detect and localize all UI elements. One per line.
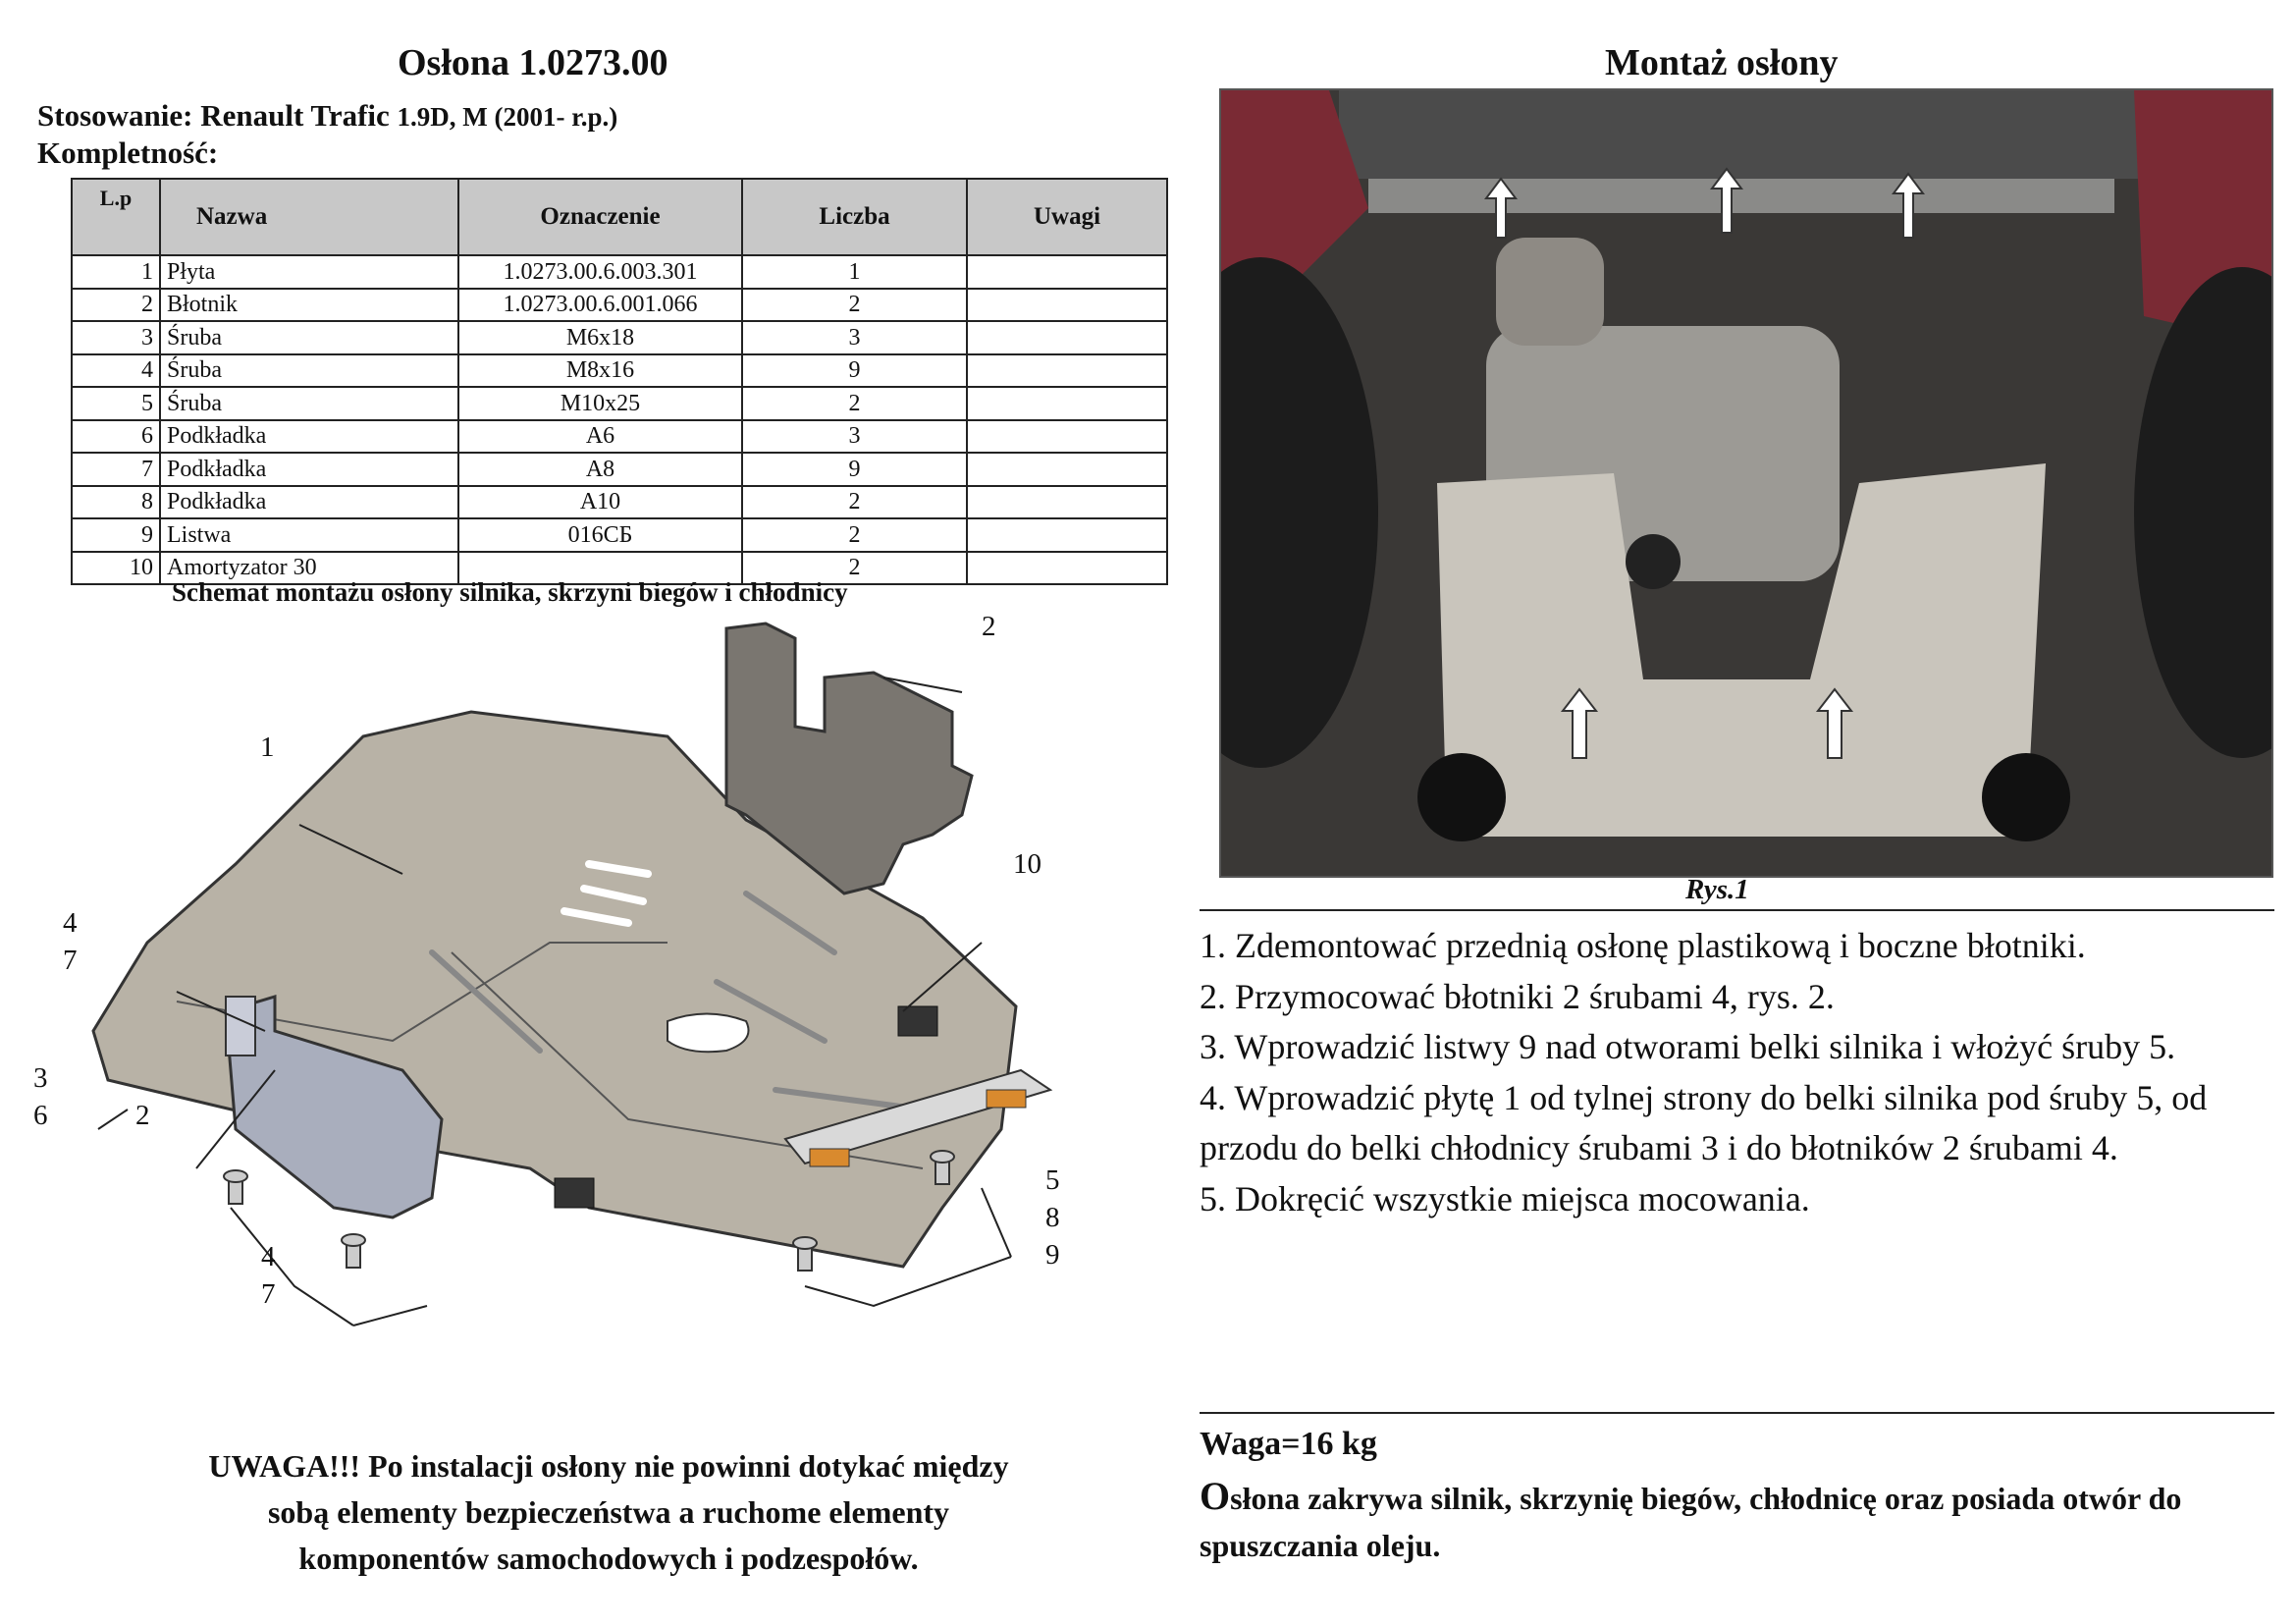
cell-name: Podkładka	[160, 453, 458, 486]
table-row	[72, 420, 1167, 454]
cell-code: 1.0273.00.6.001.066	[458, 289, 742, 322]
mount	[1626, 534, 1681, 589]
diagram-label-9: 9	[1045, 1239, 1060, 1271]
step-item: 1. Zdemontować przednią osłonę plastikową i boczne błotniki.	[1200, 926, 2086, 965]
step-item: 3. Wprowadzić listwy 9 nad otworami belki silnika i włożyć śruby 5.	[1200, 1027, 2176, 1066]
completeness-label: Kompletność:	[37, 135, 219, 170]
cell-qty: 2	[742, 552, 967, 585]
header-lp: L.p	[72, 179, 160, 255]
cell-lp: 9	[72, 518, 160, 552]
table-row	[72, 289, 1167, 322]
cell-lp: 6	[72, 420, 160, 454]
cell-lp: 10	[72, 552, 160, 585]
cell-name: Podkładka	[160, 420, 458, 454]
diagram-label-7b: 7	[261, 1278, 276, 1310]
table-row	[72, 354, 1167, 388]
description	[1200, 1473, 2279, 1569]
cell-qty: 2	[742, 486, 967, 519]
diagram-label-3: 3	[33, 1062, 48, 1094]
header-notes: Uwagi	[967, 179, 1167, 255]
cell-lp: 8	[72, 486, 160, 519]
cell-code: M6x18	[458, 321, 742, 354]
cell-lp: 4	[72, 354, 160, 388]
diagram-label-1: 1	[260, 731, 275, 763]
diagram-label-4b: 4	[261, 1241, 276, 1272]
left-title: Osłona 1.0273.00	[398, 42, 668, 83]
cell-lp: 5	[72, 387, 160, 420]
cell-qty: 2	[742, 518, 967, 552]
steps-list	[1200, 921, 2279, 1224]
bolt	[224, 1170, 247, 1204]
photo-illustration	[1221, 90, 2271, 876]
cell-lp: 1	[72, 255, 160, 289]
step-item: 4. Wprowadzić płytę 1 od tylnej strony do belki silnika pod śruby 5, od przodu do belki chłodnicy śrubami 3 i do błotników 2 śrubami 4.	[1200, 1077, 2208, 1167]
cell-qty: 2	[742, 387, 967, 420]
front-beam	[1339, 90, 2144, 179]
warning-block	[88, 1443, 1129, 1582]
cell-lp: 3	[72, 321, 160, 354]
cell-name: Śruba	[160, 321, 458, 354]
warning-line: UWAGA!!! Po instalacji osłony nie powinni dotykać między	[208, 1448, 1009, 1484]
cell-qty: 9	[742, 453, 967, 486]
cell-notes	[967, 354, 1167, 388]
diagram-label-5: 5	[1045, 1164, 1060, 1196]
installation-photo	[1219, 88, 2273, 878]
diagram-label-7a: 7	[63, 945, 78, 976]
cell-qty: 3	[742, 321, 967, 354]
diagram-label-4a: 4	[63, 907, 78, 939]
cell-name: Listwa	[160, 518, 458, 552]
cell-qty: 9	[742, 354, 967, 388]
cell-notes	[967, 255, 1167, 289]
bumper-right	[1982, 753, 2070, 841]
warning-line: sobą elementy bezpieczeństwa a ruchome elementy	[267, 1494, 950, 1530]
spacer-orange	[987, 1090, 1026, 1108]
cell-name: Błotnik	[160, 289, 458, 322]
cell-code: 1.0273.00.6.003.301	[458, 255, 742, 289]
cell-notes	[967, 518, 1167, 552]
cell-notes	[967, 453, 1167, 486]
warning-line: komponentów samochodowych i podzespołów.	[298, 1541, 919, 1576]
cell-lp: 2	[72, 289, 160, 322]
cell-notes	[967, 289, 1167, 322]
diagram-label-2-left: 2	[135, 1100, 150, 1131]
cell-code: M8x16	[458, 354, 742, 388]
bumper-left	[1417, 753, 1506, 841]
divider-top	[1200, 909, 2274, 911]
cell-code: M10x25	[458, 387, 742, 420]
step-item: 5. Dokręcić wszystkie miejsca mocowania.	[1200, 1178, 1810, 1218]
cell-notes	[967, 552, 1167, 585]
assembly-diagram	[39, 619, 1139, 1365]
step-item: 2. Przymocować błotniki 2 śrubami 4, rys. 2.	[1200, 976, 1835, 1016]
rubber-mount	[555, 1178, 594, 1208]
cell-qty: 2	[742, 289, 967, 322]
spacer-orange	[810, 1149, 849, 1166]
cell-lp: 7	[72, 453, 160, 486]
cell-code: A6	[458, 420, 742, 454]
cell-notes	[967, 321, 1167, 354]
table-row	[72, 321, 1167, 354]
right-title: Montaż osłony	[1605, 42, 1839, 83]
cell-qty: 1	[742, 255, 967, 289]
table-row	[72, 518, 1167, 552]
application-line	[37, 98, 617, 134]
cell-code: A8	[458, 453, 742, 486]
cell-qty: 3	[742, 420, 967, 454]
cell-notes	[967, 420, 1167, 454]
beam-strip	[1368, 179, 2114, 213]
figure-caption: Rys.1	[1685, 874, 1749, 905]
parts-table	[71, 178, 1168, 585]
application-suffix: 1.9D, M (2001- r.p.)	[397, 102, 618, 132]
header-code: Oznaczenie	[458, 179, 742, 255]
turbo	[1496, 238, 1604, 346]
diagram-label-6: 6	[33, 1100, 48, 1131]
bolt	[342, 1234, 365, 1268]
description-rest: słona zakrywa silnik, skrzynię biegów, chłodnicę oraz posiada otwór do spuszczania oleju.	[1200, 1481, 2182, 1563]
cell-code: 016СБ	[458, 518, 742, 552]
cell-notes	[967, 387, 1167, 420]
schematic-caption: Schemat montażu osłony silnika, skrzyni biegów i chłodnicy	[172, 577, 848, 607]
cell-code: A10	[458, 486, 742, 519]
table-row	[72, 486, 1167, 519]
cell-name: Śruba	[160, 387, 458, 420]
table-row	[72, 255, 1167, 289]
table-row	[72, 387, 1167, 420]
cell-name: Amortyzator 30	[160, 552, 458, 585]
header-qty: Liczba	[742, 179, 967, 255]
cell-name: Podkładka	[160, 486, 458, 519]
diagram-label-10: 10	[1013, 848, 1041, 880]
application-prefix: Stosowanie: Renault Trafic	[37, 98, 390, 133]
table-row	[72, 453, 1167, 486]
weight-label: Waga=16 kg	[1200, 1426, 1377, 1462]
divider-bottom	[1200, 1412, 2274, 1414]
strip-left	[226, 997, 255, 1056]
diagram-label-8: 8	[1045, 1202, 1060, 1233]
cell-name: Płyta	[160, 255, 458, 289]
bolt	[793, 1237, 817, 1271]
description-initial: O	[1200, 1474, 1231, 1518]
cell-notes	[967, 486, 1167, 519]
header-name: Nazwa	[160, 179, 458, 255]
diagram-label-2-top: 2	[982, 611, 996, 642]
oil-drain-hole	[667, 1014, 749, 1053]
cell-name: Śruba	[160, 354, 458, 388]
